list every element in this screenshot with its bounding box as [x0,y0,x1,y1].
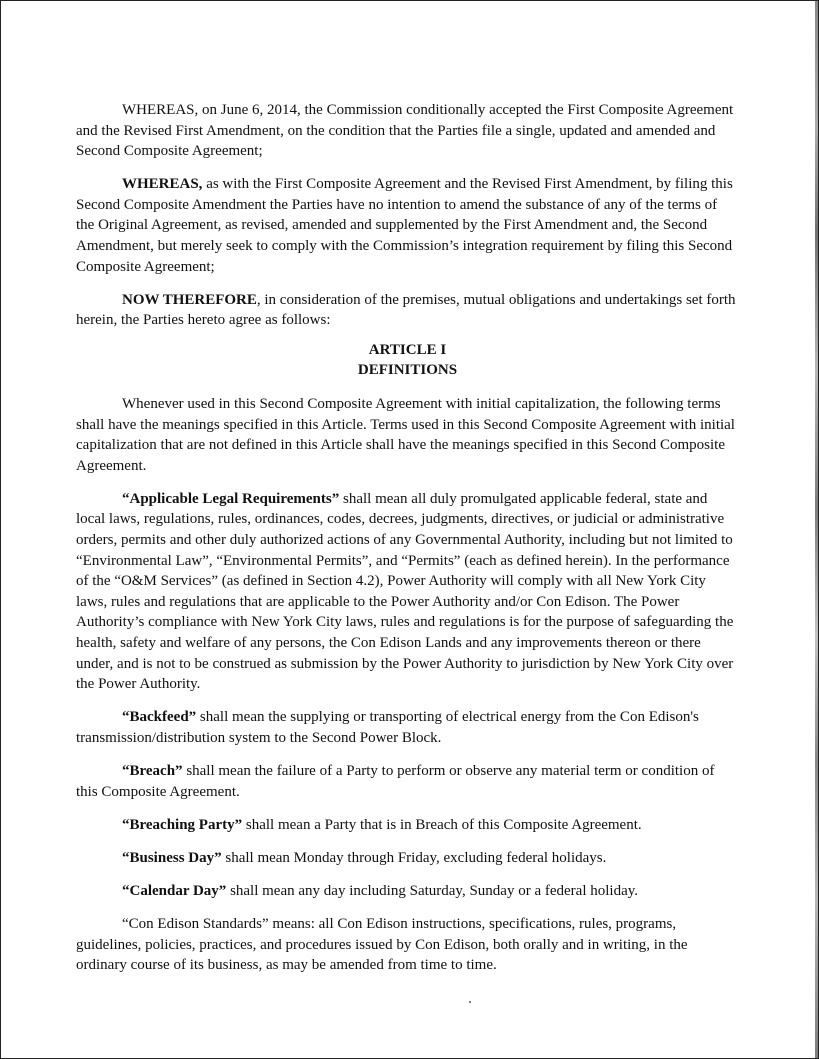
definition-breach [76,761,739,802]
paragraph-lead: WHEREAS, [122,176,203,193]
scan-speck [469,1001,471,1003]
paragraph-text: Whenever used in this Second Composite Agreement with initial capitalization, the following terms shall have the meanings specified in this Article. Terms used in this Second Composite Agreement with initial capitalization that are not defined in this Article shall have the meanings specified in this Second Composite Agreement. [76,395,735,474]
paragraph-text: , in consideration of the premises, mutual obligations and undertakings set forth herein, the Parties hereto agree as follows: [76,291,736,329]
definitions-intro-paragraph [76,394,739,476]
definition-business-day [76,848,739,869]
article-title: DEFINITIONS [357,362,458,379]
definition-term: “Breach” [122,762,183,779]
now-therefore-paragraph [76,290,739,331]
definition-term: “Backfeed” [122,709,197,726]
definition-text: shall mean any day including Saturday, Sunday or a federal holiday. [226,882,638,899]
definition-breaching-party [76,815,739,836]
definition-text: shall mean Monday through Friday, excluding federal holidays. [221,849,607,866]
article-heading [76,340,739,381]
definition-text: shall mean a Party that is in Breach of this Composite Agreement. [242,816,642,833]
definition-text: shall mean the failure of a Party to perform or observe any material term or condition of this Composite Agreement. [76,762,715,800]
paragraph-text: as with the First Composite Agreement and the Revised First Amendment, by filing this Second Composite Amendment the Parties have no intention to amend the substance of any of the terms of the Original Agreement, as revised, amended and supplemented by the First Amendment and, the Second Amendment, but merely seek to comply with the Commission’s integration requirement by filing this Second Composite Agreement; [76,176,733,275]
definition-text: shall mean the supplying or transporting of electrical energy from the Con Edison's transmission/distribution system to the Second Power Block. [76,709,699,746]
paragraph-text: WHEREAS, on June 6, 2014, the Commission conditionally accepted the First Composite Agreement and the Revised First Amendment, on the condition that the Parties file a single, updated and amended and Second Composite Agreement; [76,102,734,160]
definition-term: “Con Edison Standards” [122,915,269,932]
definition-calendar-day [76,881,739,902]
definition-term: “Calendar Day” [122,882,227,899]
scan-edge-artifact [815,1,818,1058]
article-number: ARTICLE I [368,341,447,358]
whereas-paragraph-2 [76,174,739,277]
definition-con-edison-standards [76,914,739,976]
definition-text: shall mean all duly promulgated applicable federal, state and local laws, regulations, rules, ordinances, codes, decrees, judgments, directives, or judicial or administrative orders, permits and other duly authorized actions of any Governmental Authority, including but not limited to “Environmental Law”, “Environmental Permits”, and “Permits” (each as defined herein). In the performance of the “O&M Services” (as defined in Section 4.2), Power Authority will comply with all New York City laws, rules and regulations that are applicable to the Power Authority and/or Con Edison. The Power Authority’s compliance with New York City laws, rules and regulations is for the purpose of safeguarding the health, safety and welfare of any persons, the Con Edison Lands and any improvements thereon or there under, and is not to be construed as submission by the Power Authority to jurisdiction by New York City over the Power Authority. [76,490,734,693]
definition-backfeed [76,707,739,748]
definition-applicable-legal-requirements [76,489,739,695]
document-body [76,100,739,988]
whereas-paragraph-1 [76,100,739,162]
definition-term: “Applicable Legal Requirements” [122,490,340,507]
paragraph-lead: NOW THEREFORE [122,291,257,308]
definition-term: “Breaching Party” [122,816,243,833]
definition-text: means: all Con Edison instructions, specifications, rules, programs, guidelines, policies, practices, and procedures issued by Con Edison, both orally and in writing, in the ordinary course of its business, as may be amended from time to time. [76,915,688,974]
definition-term: “Business Day” [122,849,222,866]
